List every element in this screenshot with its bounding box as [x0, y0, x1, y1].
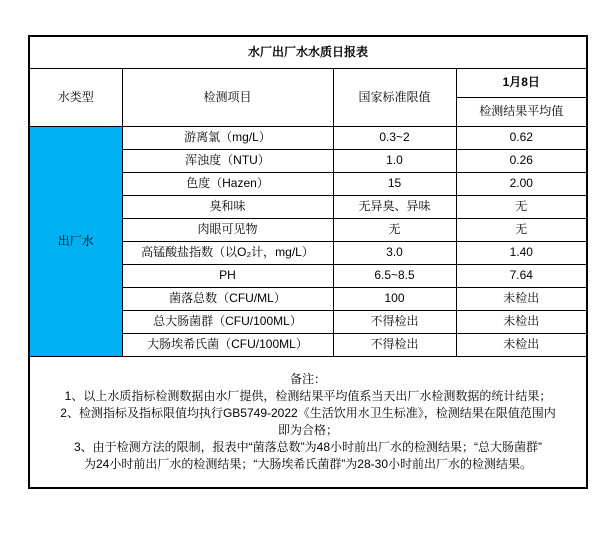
note-line: 即为合格； [277, 423, 338, 437]
note-line: 3、由于检测方法的限制，报表中“菌落总数”为48小时前出厂水的检测结果；“总大肠菌群” [73, 440, 542, 454]
result-value-cell: 7.64 [456, 265, 587, 288]
result-value-cell: 0.62 [456, 127, 587, 150]
standard-limit-cell: 不得检出 [333, 334, 456, 357]
standard-limit-cell: 100 [333, 288, 456, 311]
result-value-cell: 未检出 [456, 288, 587, 311]
header-item: 检测项目 [122, 69, 333, 127]
standard-limit-cell: 无 [333, 219, 456, 242]
table-row [29, 127, 587, 150]
page-title: 水厂出厂水水质日报表 [29, 36, 587, 69]
result-value-cell: 未检出 [456, 334, 587, 357]
item-name-cell: 游离氯（mg/L） [122, 127, 333, 150]
notes-row [29, 357, 587, 489]
header-standard: 国家标准限值 [333, 69, 456, 127]
result-value-cell: 2.00 [456, 173, 587, 196]
note-line: 2、检测指标及指标限值均执行GB5749-2022《生活饮用水卫生标准》，检测结果在限值范围内 [60, 406, 556, 420]
header-water-type: 水类型 [29, 69, 122, 127]
standard-limit-cell: 15 [333, 173, 456, 196]
item-name-cell: 臭和味 [122, 196, 333, 219]
result-value-cell: 未检出 [456, 311, 587, 334]
item-name-cell: 肉眼可见物 [122, 219, 333, 242]
standard-limit-cell: 1.0 [333, 150, 456, 173]
standard-limit-cell: 3.0 [333, 242, 456, 265]
header-result: 检测结果平均值 [456, 98, 587, 127]
notes-section [29, 357, 587, 489]
result-value-cell: 无 [456, 196, 587, 219]
result-value-cell: 1.40 [456, 242, 587, 265]
standard-limit-cell: 不得检出 [333, 311, 456, 334]
item-name-cell: 菌落总数（CFU/ML） [122, 288, 333, 311]
item-name-cell: 大肠埃希氏菌（CFU/100ML） [122, 334, 333, 357]
report-table [28, 35, 588, 489]
water-type-group-cell: 出厂水 [29, 127, 122, 357]
item-name-cell: PH [122, 265, 333, 288]
item-name-cell: 高锰酸盐指数（以O₂计，mg/L） [122, 242, 333, 265]
standard-limit-cell: 6.5~8.5 [333, 265, 456, 288]
header-row-1 [29, 69, 587, 98]
header-date: 1月8日 [456, 69, 587, 98]
item-name-cell: 色度（Hazen） [122, 173, 333, 196]
note-line: 备注： [289, 372, 326, 386]
data-rows [29, 127, 587, 357]
note-line: 为24小时前出厂水的检测结果；“大肠埃希氏菌群”为28-30小时前出厂水的检测结果。 [83, 457, 533, 471]
result-value-cell: 0.26 [456, 150, 587, 173]
standard-limit-cell: 无异臭、异味 [333, 196, 456, 219]
item-name-cell: 总大肠菌群（CFU/100ML） [122, 311, 333, 334]
title-row [29, 36, 587, 69]
standard-limit-cell: 0.3~2 [333, 127, 456, 150]
note-line: 1、以上水质指标检测数据由水厂提供，检测结果平均值系当天出厂水检测数据的统计结果； [64, 389, 552, 403]
item-name-cell: 浑浊度（NTU） [122, 150, 333, 173]
report-sheet [28, 35, 588, 489]
result-value-cell: 无 [456, 219, 587, 242]
